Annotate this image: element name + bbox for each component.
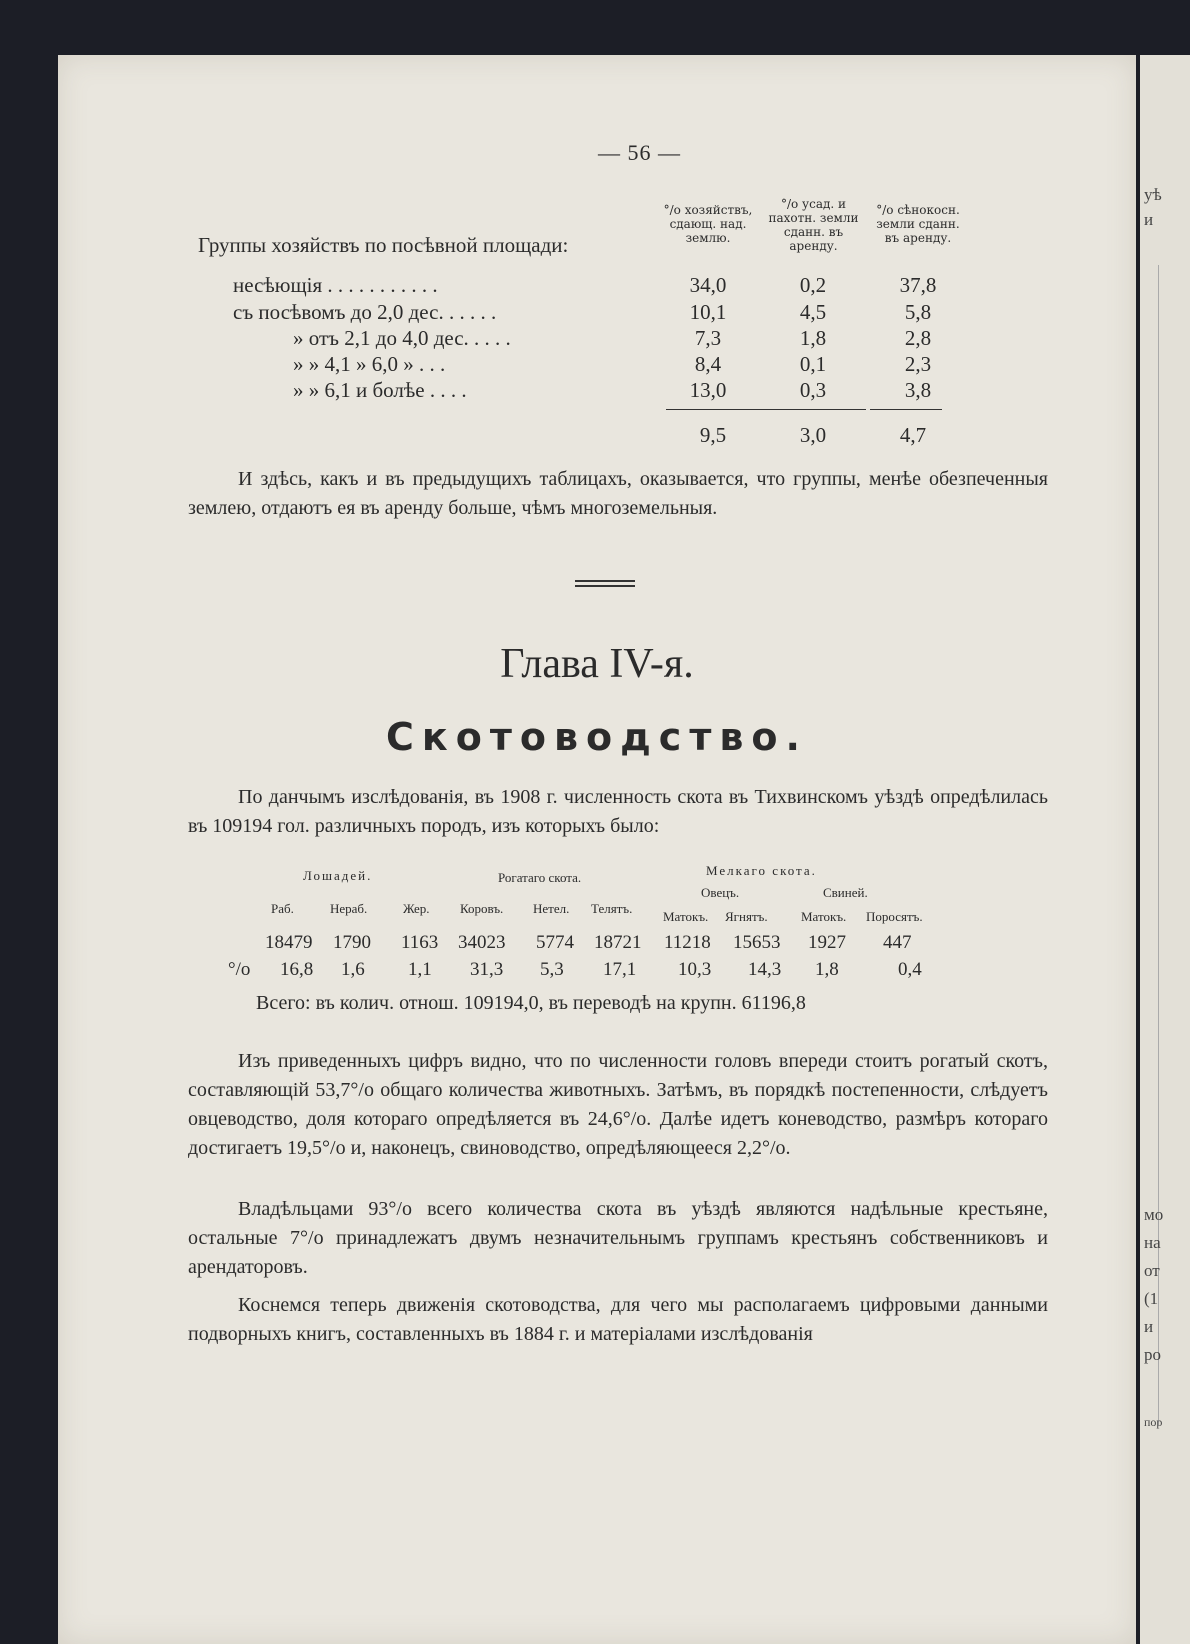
- adjacent-page-text: от: [1144, 1261, 1160, 1280]
- table1-total: 9,5: [699, 423, 727, 447]
- table2-sub-sheep: Овецъ.: [701, 885, 740, 900]
- table1-header-3: °/о сѣнокосн. земли сданн. въ аренду.: [876, 203, 960, 245]
- paragraph-5: Коснемся теперь движенія скотоводства, для чего мы располагаемъ цифровыми данными подворныхъ книгъ, составленныхъ въ 1884 г. и матеріалами изслѣдованія: [188, 1294, 1048, 1345]
- table1-cell: 1,8: [799, 326, 827, 350]
- table2-count: 447: [883, 932, 912, 953]
- paragraph-1: И здѣсь, какъ и въ предыдущихъ таблицахъ, оказывается, что группы, менѣе обезпеченныя землею, отдаютъ ея въ аренду больше, чѣмъ многоземельныя.: [188, 468, 1048, 519]
- table2-pct: 14,3: [748, 959, 782, 980]
- chapter-title: Глава IV-я.: [500, 641, 694, 687]
- table1-cell: 2,8: [904, 326, 932, 350]
- table1-header-1: °/о хозяйствъ, сдающ. над. землю.: [663, 203, 753, 245]
- table2-pct: 16,8: [280, 959, 314, 980]
- table2-total-line: Всего: въ колич. отнош. 109194,0, въ переводѣ на крупн. 61196,8: [256, 992, 806, 1014]
- table2-count: 11218: [664, 932, 711, 953]
- divider: [575, 585, 635, 587]
- table2-count: 1163: [401, 932, 439, 953]
- table2-pct: 1,8: [815, 959, 839, 980]
- table1-total: 4,7: [899, 423, 927, 447]
- table1-cell: 0,2: [799, 273, 827, 297]
- table2-count: 18721: [594, 932, 642, 953]
- adjacent-page-edge: [1140, 55, 1190, 1644]
- table1-row-label: несѣющія . . . . . . . . . . .: [233, 273, 438, 297]
- page-number: — 56 —: [598, 140, 681, 165]
- adjacent-page-text: уѣ: [1144, 185, 1162, 204]
- paragraph-2: По данчымъ изслѣдованія, въ 1908 г. численность скота въ Тихвинскомъ уѣздѣ опредѣлилась въ 109194 гол. различныхъ породъ, изъ которыхъ было:: [188, 786, 1048, 837]
- table1-header-2: °/о усад. и пахотн. земли сданн. въ аренду.: [768, 197, 859, 253]
- table1-row-label: » » 4,1 » 6,0 » . . .: [293, 352, 446, 376]
- adjacent-page-text: мо: [1144, 1205, 1164, 1224]
- table1-label: Группы хозяйствъ по посѣвной площади:: [198, 233, 569, 257]
- paragraph-4: Владѣльцами 93°/о всего количества скота въ уѣздѣ являются надѣльные крестьяне, остальные 7°/о принадлежатъ двумъ незначительнымъ группамъ крестьянъ собственниковъ и арендаторовъ.: [188, 1198, 1048, 1278]
- table2-count: 1790: [333, 932, 371, 953]
- table2-pct: 1,1: [408, 959, 432, 980]
- table2-group-small: Мелкаго скота.: [706, 863, 817, 878]
- table2-pct: 17,1: [603, 959, 637, 980]
- table1-cell: 3,8: [904, 378, 932, 402]
- table1-row-label: » » 6,1 и болѣе . . . .: [293, 378, 467, 402]
- table1-cell: 37,8: [899, 273, 937, 297]
- table1-cell: 0,1: [799, 352, 827, 376]
- book-page: [58, 55, 1136, 1644]
- table2-count: 1927: [808, 932, 846, 953]
- table2-sub-pigs: Свиней.: [823, 885, 868, 900]
- adjacent-page-text: (1: [1144, 1289, 1159, 1308]
- table2-pct: 31,3: [470, 959, 504, 980]
- divider: [575, 580, 635, 582]
- table2-col-header: Раб.: [271, 901, 294, 916]
- table1-cell: 13,0: [689, 378, 727, 402]
- table2-col-header: Коровъ.: [460, 901, 504, 916]
- table2-col-header: Матокъ.: [663, 909, 709, 924]
- table1-total: 3,0: [799, 423, 827, 447]
- table2-count: 15653: [733, 932, 781, 953]
- table1-cell: 0,3: [799, 378, 827, 402]
- table2-count: 5774: [536, 932, 574, 953]
- paragraph-3: Изъ приведенныхъ цифръ видно, что по численности головъ впереди стоитъ рогатый скотъ, составляющій 53,7°/о общаго количества животныхъ. Затѣмъ, въ порядкѣ постепенности, слѣдуетъ овцеводство, доля котораго опредѣляется въ 24,6°/о. Далѣе идетъ коневодство, размѣръ котораго достигаетъ 19,5°/о и, наконецъ, свиноводство, опредѣляющееся 2,2°/о.: [188, 1050, 1048, 1159]
- table1-cell: 8,4: [694, 352, 722, 376]
- table2-pct: 1,6: [341, 959, 365, 980]
- table2-col-header: Ягнятъ.: [725, 909, 768, 924]
- table1-cell: 2,3: [904, 352, 932, 376]
- table2-pct: 10,3: [678, 959, 712, 980]
- table2-col-header: Нетел.: [533, 901, 570, 916]
- adjacent-page-text: и: [1144, 1317, 1154, 1336]
- table1-cell: 10,1: [689, 300, 727, 324]
- table2-col-header: Поросятъ.: [866, 909, 923, 924]
- adjacent-page-text: пор: [1144, 1415, 1163, 1429]
- adjacent-page-text: и: [1144, 210, 1154, 229]
- table2-col-header: Телятъ.: [591, 901, 633, 916]
- table2-count: 34023: [458, 932, 506, 953]
- table1-row-label: съ посѣвомъ до 2,0 дес. . . . . .: [233, 300, 497, 324]
- table1-cell: 4,5: [799, 300, 827, 324]
- table2-col-header: Матокъ.: [801, 909, 847, 924]
- table1-cell: 5,8: [904, 300, 932, 324]
- table2-col-header: Нераб.: [330, 901, 368, 916]
- table1-rule: [666, 409, 866, 410]
- table2-count: 18479: [265, 932, 313, 953]
- table2-group-horses: Лошадей.: [303, 868, 373, 883]
- table1-cell: 34,0: [689, 273, 727, 297]
- adjacent-page-text: ро: [1144, 1345, 1161, 1364]
- table1-rule: [870, 409, 942, 410]
- chapter-subtitle: Скотоводство.: [386, 715, 808, 759]
- table1-cell: 7,3: [694, 326, 722, 350]
- table1-row-label: » отъ 2,1 до 4,0 дес. . . . .: [293, 326, 511, 350]
- table2-col-header: Жер.: [403, 901, 430, 916]
- table2-pct-label: °/о: [228, 959, 251, 980]
- table2-group-cattle: Рогатаго скота.: [498, 870, 582, 885]
- adjacent-page-text: на: [1144, 1233, 1161, 1252]
- table2-pct: 0,4: [898, 959, 922, 980]
- table2-pct: 5,3: [540, 959, 564, 980]
